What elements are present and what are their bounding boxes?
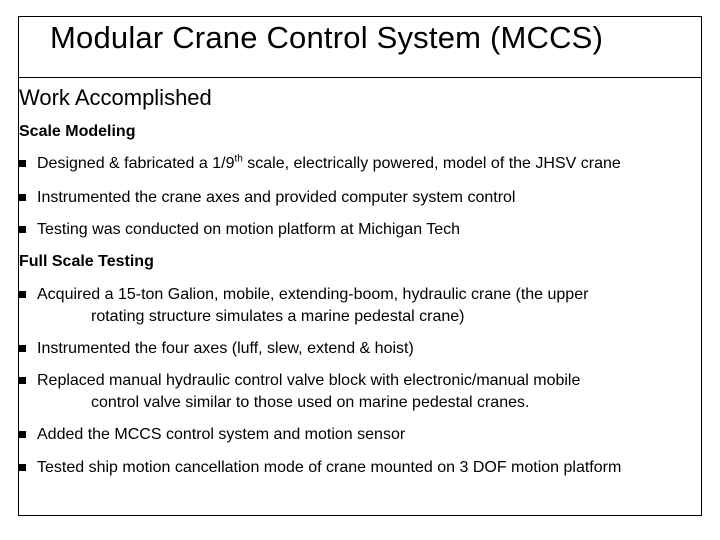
- square-bullet-icon: [19, 431, 26, 438]
- square-bullet-icon: [19, 194, 26, 201]
- bullet-text: Tested ship motion cancellation mode of crane mounted on 3 DOF motion platform: [37, 459, 622, 476]
- bullet-item: [19, 338, 701, 360]
- title-divider: [18, 77, 702, 78]
- bullet-text: Designed & fabricated a 1/9th scale, electrically powered, model of the JHSV crane: [37, 153, 621, 172]
- square-bullet-icon: [19, 377, 26, 384]
- section-label-full-scale-testing: Full Scale Testing: [19, 253, 154, 270]
- bullet-text: Added the MCCS control system and motion sensor: [37, 426, 406, 443]
- bullet-text: Replaced manual hydraulic control valve block with electronic/manual mobile: [37, 372, 581, 389]
- work-accomplished-heading: Work Accomplished: [19, 85, 212, 110]
- bullet-item: [19, 370, 701, 414]
- square-bullet-icon: [19, 160, 26, 167]
- bullet-text: Instrumented the crane axes and provided computer system control: [37, 189, 516, 206]
- bullet-text-continuation: rotating structure simulates a marine pedestal crane): [91, 308, 465, 325]
- bullet-text: Instrumented the four axes (luff, slew, extend & hoist): [37, 340, 414, 357]
- square-bullet-icon: [19, 345, 26, 352]
- bullet-item: [19, 187, 701, 209]
- square-bullet-icon: [19, 226, 26, 233]
- bullet-text: Testing was conducted on motion platform at Michigan Tech: [37, 221, 461, 238]
- bullet-item: [19, 424, 701, 446]
- section-label-scale-modeling: Scale Modeling: [19, 123, 136, 140]
- slide-title: Modular Crane Control System (MCCS): [50, 20, 604, 55]
- bullet-item: [19, 153, 701, 175]
- bullet-text-continuation: control valve similar to those used on marine pedestal cranes.: [91, 394, 530, 411]
- bullet-item: [19, 219, 701, 241]
- square-bullet-icon: [19, 291, 26, 298]
- bullet-item: [19, 284, 701, 328]
- bullet-item: [19, 457, 701, 479]
- square-bullet-icon: [19, 464, 26, 471]
- bullet-text: Acquired a 15-ton Galion, mobile, extending-boom, hydraulic crane (the upper: [37, 286, 589, 303]
